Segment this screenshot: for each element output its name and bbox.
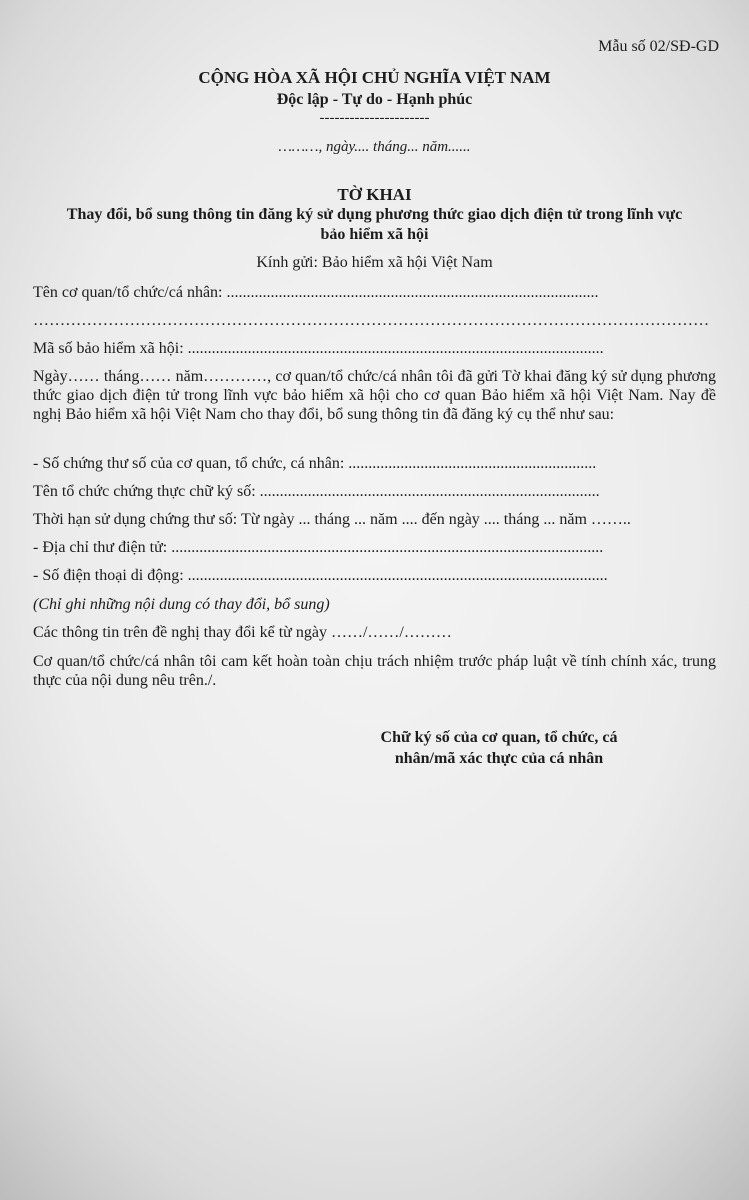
cert-validity-field: Thời hạn sử dụng chứng thư số: Từ ngày ... tháng ... năm .... đến ngày .... tháng ... năm …….. bbox=[33, 511, 631, 528]
form-title: TỜ KHAI bbox=[337, 185, 412, 204]
form-subtitle-line1: Thay đổi, bổ sung thông tin đăng ký sử dụng phương thức giao dịch điện tử trong lĩnh vực bbox=[66, 206, 683, 223]
org-name-field: Tên cơ quan/tổ chức/cá nhân: ............................................................................................. bbox=[33, 284, 599, 301]
signature-line1: Chữ ký số của cơ quan, tổ chức, cá bbox=[380, 729, 618, 746]
form-subtitle-line2: bảo hiểm xã hội bbox=[320, 226, 429, 243]
country-heading: CỘNG HÒA XÃ HỘI CHỦ NGHĨA VIỆT NAM bbox=[198, 68, 551, 87]
note-text: (Chỉ ghi những nội dung có thay đổi, bổ sung) bbox=[33, 596, 330, 613]
email-field: - Địa chỉ thư điện tử: ............................................................................................................ bbox=[33, 539, 604, 556]
national-motto: Độc lập - Tự do - Hạnh phúc bbox=[276, 91, 473, 108]
cert-number-field: - Số chứng thư số của cơ quan, tổ chức, cá nhân: .............................................................. bbox=[33, 455, 597, 472]
mobile-field: - Số điện thoại di động: ......................................................................................................... bbox=[33, 567, 608, 584]
intro-paragraph: Ngày…… tháng…… năm…………, cơ quan/tổ chức/cá nhân tôi đã gửi Tờ khai đăng ký sử dụng phương thức giao dịch điện tử trong lĩnh vực bảo hiểm xã hội cho cơ quan Bảo hiểm xã hội Việt Nam. Nay đề nghị Bảo hiểm xã hội Việt Nam cho thay đổi, bổ sung thông tin đã đăng ký cụ thể như sau: bbox=[33, 368, 716, 423]
insurance-code-field: Mã số bảo hiểm xã hội: ........................................................................................................ bbox=[33, 340, 604, 357]
signature-block bbox=[340, 727, 658, 769]
effective-date-field: Các thông tin trên đề nghị thay đổi kể từ ngày ……/……/……… bbox=[33, 624, 452, 641]
motto-separator: ---------------------- bbox=[319, 110, 430, 126]
commitment-paragraph: Cơ quan/tổ chức/cá nhân tôi cam kết hoàn toàn chịu trách nhiệm trước pháp luật về tính chính xác, trung thực của nội dung nêu trên./. bbox=[33, 653, 716, 689]
form-number: Mẫu số 02/SĐ-GD bbox=[598, 38, 719, 55]
signature-line2: nhân/mã xác thực của cá nhân bbox=[394, 750, 604, 767]
org-name-continuation: ……………………………………………………………………………………………………………… bbox=[33, 312, 710, 329]
cert-authority-field: Tên tổ chức chứng thực chữ ký số: ..................................................................................... bbox=[33, 483, 600, 500]
date-line: ………, ngày.... tháng... năm...... bbox=[278, 139, 471, 155]
recipient-line: Kính gửi: Bảo hiểm xã hội Việt Nam bbox=[256, 254, 493, 271]
